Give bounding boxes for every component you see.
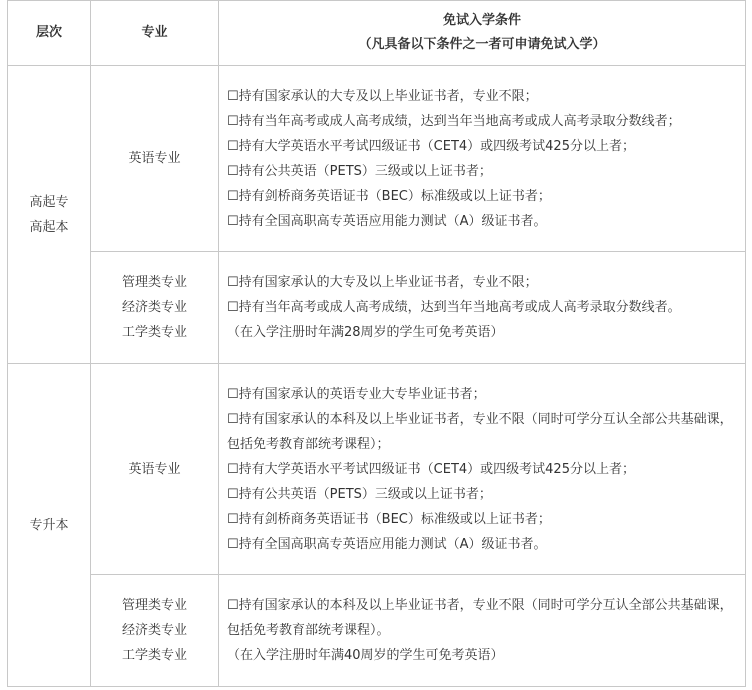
condition-item: ☐持有国家承认的大专及以上毕业证书者，专业不限；	[227, 275, 538, 290]
table-row	[8, 364, 746, 575]
level-cell-zhuanshengben	[8, 364, 91, 687]
header-conditions	[219, 1, 746, 66]
major-name: 工学类专业	[121, 648, 187, 663]
level-line: 高起本	[29, 219, 69, 235]
condition-item: ☐持有国家承认的本科及以上毕业证书者，专业不限（同时可学分互认全部公共基础课，包括免考教育部统考课程）。	[227, 598, 733, 638]
table-row	[8, 252, 746, 364]
major-name: 管理类专业	[121, 275, 187, 290]
condition-item: ☐持有剑桥商务英语证书（BEC）标准级或以上证书者；	[227, 188, 551, 204]
condition-item: ☐持有全国高职高专英语应用能力测试（A）级证书者。	[227, 213, 547, 229]
condition-item: ☐持有公共英语（PETS）三级或以上证书者；	[227, 163, 492, 179]
conditions-cell	[219, 66, 746, 252]
condition-item: ☐持有当年高考或成人高考成绩，达到当年当地高考或成人高考录取分数线者。	[227, 300, 681, 315]
level-cell-gaoqi	[8, 66, 91, 364]
major-name: 管理类专业	[121, 598, 187, 613]
admission-conditions-table	[7, 0, 746, 687]
header-major: 专业	[91, 1, 219, 66]
major-cell	[91, 66, 219, 252]
condition-item: ☐持有全国高职高专英语应用能力测试（A）级证书者。	[227, 536, 547, 552]
major-cell	[91, 575, 219, 687]
major-name: 英语专业	[128, 151, 181, 166]
condition-item: ☐持有大学英语水平考试四级证书（CET4）或四级考试425分以上者；	[227, 461, 635, 477]
condition-item: ☐持有国家承认的英语专业大专毕业证书者；	[227, 386, 486, 402]
major-name: 英语专业	[128, 461, 181, 477]
major-cell	[91, 364, 219, 575]
table-row	[8, 575, 746, 687]
condition-item: ☐持有国家承认的本科及以上毕业证书者，专业不限（同时可学分互认全部公共基础课，包括免考教育部统考课程）；	[227, 411, 733, 452]
conditions-cell	[219, 575, 746, 687]
header-level: 层次	[8, 1, 91, 66]
condition-item: ☐持有国家承认的大专及以上毕业证书者，专业不限；	[227, 88, 538, 104]
major-name: 工学类专业	[121, 325, 187, 340]
conditions-cell	[219, 252, 746, 364]
level-line: 高起专	[29, 194, 69, 210]
major-name: 经济类专业	[121, 300, 187, 315]
condition-note: （在入学注册时年满28周岁的学生可免考英语）	[227, 325, 504, 340]
condition-item: ☐持有剑桥商务英语证书（BEC）标准级或以上证书者；	[227, 511, 551, 527]
header-conditions-title: 免试入学条件	[442, 13, 521, 28]
table-row	[8, 66, 746, 252]
major-cell	[91, 252, 219, 364]
condition-item: ☐持有公共英语（PETS）三级或以上证书者；	[227, 486, 492, 502]
header-conditions-subtitle: （凡具备以下条件之一者可申请免试入学）	[358, 37, 606, 52]
condition-note: （在入学注册时年满40周岁的学生可免考英语）	[227, 648, 504, 663]
condition-item: ☐持有大学英语水平考试四级证书（CET4）或四级考试425分以上者；	[227, 138, 635, 154]
table-header-row	[8, 1, 746, 66]
condition-item: ☐持有当年高考或成人高考成绩，达到当年当地高考或成人高考录取分数线者；	[227, 113, 681, 129]
major-name: 经济类专业	[121, 623, 187, 638]
conditions-cell	[219, 364, 746, 575]
level-line: 专升本	[29, 517, 69, 533]
